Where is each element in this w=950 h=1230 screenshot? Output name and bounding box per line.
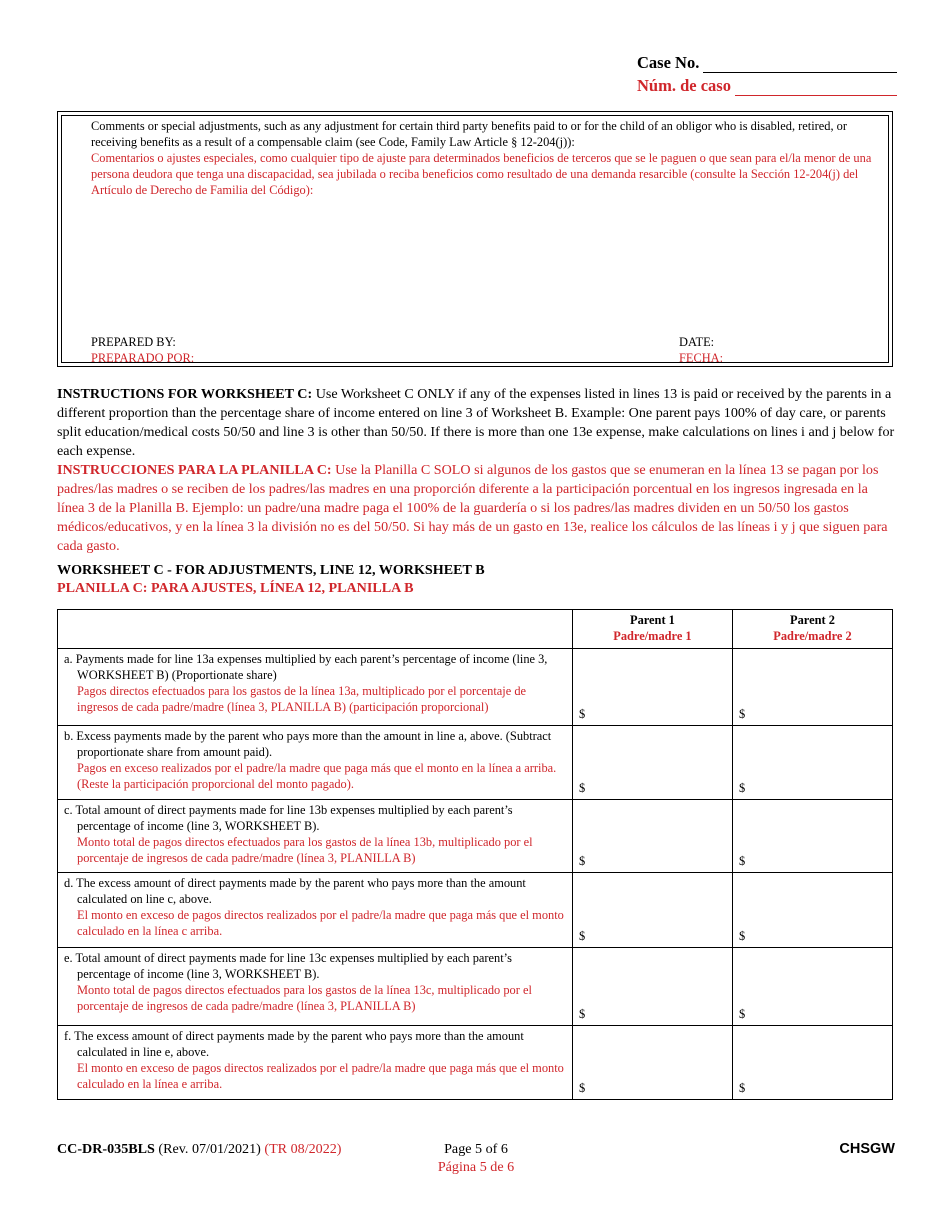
dollar-sign: $ [738, 781, 746, 795]
header-parent-2 [732, 610, 892, 649]
case-number-label: Case No. [637, 53, 700, 72]
row-d-parent-1-amount[interactable] [572, 873, 732, 948]
comments-text-en: Comments or special adjustments, such as any adjustment for certain third party benefits paid to or for the child of an obligor who is disabled, retired, or receiving benefits as a result of a compensable claim (see Code, Family Law Article § 12-204(j)): [91, 119, 847, 149]
prepared-by-label: PREPARED BY: [91, 335, 176, 349]
case-number-field[interactable] [703, 57, 897, 73]
table-row [58, 873, 893, 948]
header-parent-1-en: Parent 1 [630, 613, 675, 627]
instructions-body: Use Worksheet C ONLY if any of the expenses listed in lines 13 is paid or received by the parents in a different proportion than the percentage share of income entered on line 3 of Worksheet B. Example: One parent pays 100% of day care, or parents split education/medical costs 50/50 and line 3 is other than 50/50. If there is more than one 13e expense, make calculations on lines i and j below for each expense. [57, 386, 895, 459]
dollar-sign: $ [738, 1081, 746, 1095]
row-a-text-en: a. Payments made for line 13a expenses multiplied by each parent’s percentage of income (line 3, WORKSHEET B) (Proportionate share) [64, 652, 548, 682]
prepared-by-label-es: PREPARADO POR: [91, 351, 195, 365]
prepared-by [91, 334, 194, 366]
form-id: CC-DR-035BLS [57, 1141, 155, 1157]
row-b-text-es: Pagos en exceso realizados por el padre/la madre que paga más que el monto en la línea a arriba. (Reste la participación proporcional del monto pagado). [77, 761, 557, 791]
instructions-body-es: Use la Planilla C SOLO si algunos de los gastos que se enumeran en la línea 13 se pagan por los padres/las madres o se reciben de los padres/las madres en una proporción diferente a la participación porcentual en los ingresos ingresada en la línea 3 de la Planilla B. Ejemplo: un padre/una madre paga el 100% de la guardería o si los padres/las madres dividen en un 50/50 los gastos médicos/educativos, y en la línea 3 la división no es del 50/50. Si hay más de un gasto en 13e, realice los cálculos de las líneas i y j que siguen para cada gasto. [57, 462, 888, 554]
row-e-description [58, 948, 573, 1026]
worksheet-title-en: WORKSHEET C - FOR ADJUSTMENTS, LINE 12, WORKSHEET B [57, 562, 485, 578]
case-number-label-es: Núm. de caso [637, 76, 731, 95]
table-header-row [58, 610, 893, 649]
instructions-en [57, 385, 897, 461]
row-f-parent-2-amount[interactable] [732, 1026, 892, 1100]
dollar-sign: $ [578, 854, 586, 868]
dollar-sign: $ [738, 707, 746, 721]
row-c-description [58, 800, 573, 873]
row-b-text-en: b. Excess payments made by the parent who pays more than the amount in line a, above. (Subtract proportionate share from amount paid). [64, 729, 552, 759]
row-f-text-en: f. The excess amount of direct payments made by the parent who pays more than the amount calculated in line e, above. [64, 1029, 524, 1059]
row-c-text-en: c. Total amount of direct payments made for line 13b expenses multiplied by each parent’s percentage of income (line 3, WORKSHEET B). [64, 803, 513, 833]
page-number-es: Página 5 de 6 [437, 1159, 515, 1175]
row-b-description [58, 726, 573, 800]
instructions-heading: INSTRUCTIONS FOR WORKSHEET C: [57, 386, 313, 402]
row-a-description [58, 649, 573, 726]
header-parent-1 [572, 610, 732, 649]
row-f-text-es: El monto en exceso de pagos directos realizados por el padre/la madre que paga más que el monto calculado en la línea e arriba. [77, 1061, 564, 1091]
row-b-parent-2-amount[interactable] [732, 726, 892, 800]
page-number [432, 1140, 520, 1176]
worksheet-title-es: PLANILLA C: PARA AJUSTES, LÍNEA 12, PLANILLA B [57, 580, 414, 596]
header-parent-2-en: Parent 2 [790, 613, 835, 627]
table-row [58, 726, 893, 800]
comments-instructions [91, 118, 891, 198]
row-e-text-en: e. Total amount of direct payments made for line 13c expenses multiplied by each parent’s percentage of income (line 3, WORKSHEET B). [64, 951, 512, 981]
row-b-parent-1-amount[interactable] [572, 726, 732, 800]
form-translation-date: (TR 08/2022) [264, 1141, 342, 1157]
case-number-field-es[interactable] [735, 80, 897, 96]
instructions-es [57, 461, 897, 556]
comments-box [57, 111, 893, 367]
row-f-parent-1-amount[interactable] [572, 1026, 732, 1100]
form-identifier [57, 1140, 342, 1158]
table-row [58, 948, 893, 1026]
dollar-sign: $ [738, 929, 746, 943]
row-e-parent-1-amount[interactable] [572, 948, 732, 1026]
row-d-parent-2-amount[interactable] [732, 873, 892, 948]
dollar-sign: $ [578, 707, 586, 721]
header-parent-2-es: Padre/madre 2 [773, 629, 852, 643]
dollar-sign: $ [578, 781, 586, 795]
row-a-parent-2-amount[interactable] [732, 649, 892, 726]
dollar-sign: $ [738, 854, 746, 868]
case-number-row [637, 50, 897, 73]
dollar-sign: $ [578, 1007, 586, 1021]
row-a-parent-1-amount[interactable] [572, 649, 732, 726]
row-c-text-es: Monto total de pagos directos efectuados para los gastos de la línea 13b, multiplicado por el porcentaje de ingresos de cada padre/madre (línea 3, PLANILLA B) [77, 835, 533, 865]
date-label-es: FECHA: [679, 351, 724, 365]
page-number-en: Page 5 of 6 [444, 1141, 508, 1157]
row-c-parent-1-amount[interactable] [572, 800, 732, 873]
table-row [58, 800, 893, 873]
case-number-row-es [637, 73, 897, 96]
dollar-sign: $ [578, 929, 586, 943]
table-row [58, 1026, 893, 1100]
worksheet-title [57, 561, 485, 597]
row-f-description [58, 1026, 573, 1100]
worksheet-table [57, 609, 893, 1100]
comments-field[interactable] [61, 115, 889, 363]
case-number-block [637, 50, 897, 96]
date-label: DATE: [679, 335, 715, 349]
row-c-parent-2-amount[interactable] [732, 800, 892, 873]
header-parent-1-es: Padre/madre 1 [613, 629, 692, 643]
row-d-text-en: d. The excess amount of direct payments made by the parent who pays more than the amount calculated on line c, above. [64, 876, 526, 906]
dollar-sign: $ [738, 1007, 746, 1021]
row-e-parent-2-amount[interactable] [732, 948, 892, 1026]
form-code: CHSGW [839, 1141, 895, 1157]
worksheet-instructions [57, 385, 897, 556]
header-blank-cell [58, 610, 573, 649]
row-e-text-es: Monto total de pagos directos efectuados para los gastos de la línea 13c, multiplicado por el porcentaje de ingresos de cada padre/madre (línea 3, PLANILLA B) [77, 983, 532, 1013]
dollar-sign: $ [578, 1081, 586, 1095]
row-d-text-es: El monto en exceso de pagos directos realizados por el padre/la madre que paga más que el monto calculado en la línea c arriba. [77, 908, 564, 938]
table-row [58, 649, 893, 726]
instructions-heading-es: INSTRUCCIONES PARA LA PLANILLA C: [57, 462, 332, 478]
row-d-description [58, 873, 573, 948]
row-a-text-es: Pagos directos efectuados para los gastos de la línea 13a, multiplicado por el porcentaje de ingresos de cada padre/madre (línea 3, PLANILLA B) (participación proporcional) [77, 684, 527, 714]
form-revision: (Rev. 07/01/2021) [154, 1141, 265, 1157]
date [679, 334, 723, 366]
comments-text-es: Comentarios o ajustes especiales, como cualquier tipo de ajuste para determinados beneficios de terceros que se le paguen o que sean para el/la menor de una persona deudora que tenga una discapacidad, sea jubilada o reciba beneficios como resultado de una demanda resarcible (consulte la Sección 12-204(j) del Artículo de Derecho de Familia del Código): [91, 151, 872, 197]
